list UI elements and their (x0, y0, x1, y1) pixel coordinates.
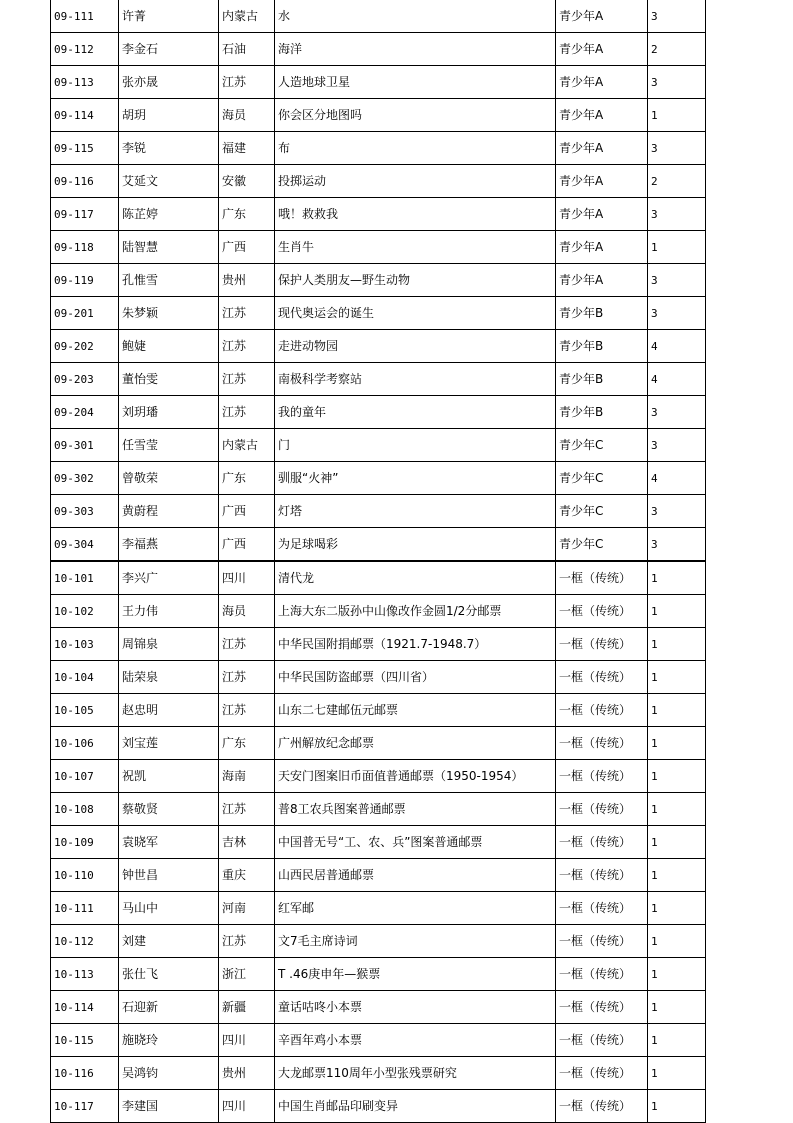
exhibit-title-cell: 普8工农兵图案普通邮票 (275, 793, 556, 826)
exhibit-title-cell: 门 (275, 429, 556, 462)
exhibitor-name-cell: 曾敬荣 (119, 462, 219, 495)
exhibitor-name-cell: 董怡雯 (119, 363, 219, 396)
exhibit-title-cell: 投掷运动 (275, 165, 556, 198)
frame-count-cell: 1 (648, 760, 706, 793)
exhibitor-name-cell: 李建国 (119, 1090, 219, 1123)
exhibit-number-cell: 10-116 (51, 1057, 119, 1090)
region-cell: 江苏 (219, 297, 275, 330)
frame-count-cell: 4 (648, 363, 706, 396)
exhibit-number-cell: 09-114 (51, 99, 119, 132)
exhibitor-name-cell: 吴鸿钧 (119, 1057, 219, 1090)
exhibit-title-cell: 广州解放纪念邮票 (275, 727, 556, 760)
category-cell: 一框（传统） (556, 760, 648, 793)
table-row (51, 165, 706, 198)
exhibitor-name-cell: 李锐 (119, 132, 219, 165)
exhibitor-name-cell: 刘建 (119, 925, 219, 958)
table-row (51, 760, 706, 793)
category-cell: 一框（传统） (556, 628, 648, 661)
category-cell: 青少年A (556, 165, 648, 198)
exhibit-number-cell: 10-106 (51, 727, 119, 760)
frame-count-cell: 1 (648, 991, 706, 1024)
table-row (51, 396, 706, 429)
exhibit-title-cell: 水 (275, 0, 556, 33)
table-row (51, 925, 706, 958)
exhibitor-name-cell: 施晓玲 (119, 1024, 219, 1057)
category-cell: 青少年B (556, 297, 648, 330)
exhibitor-name-cell: 蔡敬贤 (119, 793, 219, 826)
table-row (51, 1057, 706, 1090)
frame-count-cell: 1 (648, 1090, 706, 1123)
frame-count-cell: 1 (648, 958, 706, 991)
exhibitor-name-cell: 袁晓军 (119, 826, 219, 859)
exhibit-title-cell: 南极科学考察站 (275, 363, 556, 396)
exhibitor-name-cell: 刘宝莲 (119, 727, 219, 760)
exhibit-title-cell: 布 (275, 132, 556, 165)
table-row (51, 231, 706, 264)
category-cell: 青少年B (556, 363, 648, 396)
table-row (51, 495, 706, 528)
exhibitor-name-cell: 周锦泉 (119, 628, 219, 661)
region-cell: 江苏 (219, 694, 275, 727)
category-cell: 青少年C (556, 495, 648, 528)
region-cell: 广西 (219, 528, 275, 562)
region-cell: 四川 (219, 1090, 275, 1123)
table-row (51, 132, 706, 165)
exhibit-title-cell: 中华民国附捐邮票（1921.7-1948.7） (275, 628, 556, 661)
table-row (51, 859, 706, 892)
frame-count-cell: 3 (648, 495, 706, 528)
exhibit-number-cell: 10-102 (51, 595, 119, 628)
exhibitor-name-cell: 石迎新 (119, 991, 219, 1024)
table-row (51, 1090, 706, 1123)
exhibit-number-cell: 10-117 (51, 1090, 119, 1123)
frame-count-cell: 1 (648, 826, 706, 859)
category-cell: 一框（传统） (556, 1090, 648, 1123)
frame-count-cell: 1 (648, 628, 706, 661)
exhibit-number-cell: 09-115 (51, 132, 119, 165)
region-cell: 江苏 (219, 628, 275, 661)
frame-count-cell: 1 (648, 99, 706, 132)
region-cell: 广西 (219, 231, 275, 264)
region-cell: 内蒙古 (219, 0, 275, 33)
frame-count-cell: 1 (648, 727, 706, 760)
exhibit-number-cell: 10-109 (51, 826, 119, 859)
region-cell: 海员 (219, 595, 275, 628)
exhibitor-name-cell: 孔惟雪 (119, 264, 219, 297)
exhibitor-name-cell: 朱梦颖 (119, 297, 219, 330)
exhibit-number-cell: 09-303 (51, 495, 119, 528)
region-cell: 广东 (219, 198, 275, 231)
table-row (51, 1024, 706, 1057)
frame-count-cell: 1 (648, 1057, 706, 1090)
exhibit-title-cell: 保护人类朋友—野生动物 (275, 264, 556, 297)
region-cell: 内蒙古 (219, 429, 275, 462)
frame-count-cell: 1 (648, 595, 706, 628)
exhibitor-name-cell: 王力伟 (119, 595, 219, 628)
region-cell: 石油 (219, 33, 275, 66)
exhibitor-name-cell: 陆荣泉 (119, 661, 219, 694)
category-cell: 青少年A (556, 132, 648, 165)
exhibitor-name-cell: 赵忠明 (119, 694, 219, 727)
region-cell: 福建 (219, 132, 275, 165)
frame-count-cell: 3 (648, 528, 706, 562)
exhibit-title-cell: 现代奥运会的诞生 (275, 297, 556, 330)
exhibitor-name-cell: 许菁 (119, 0, 219, 33)
table-row (51, 462, 706, 495)
exhibit-title-cell: 哦！救救我 (275, 198, 556, 231)
table-row (51, 330, 706, 363)
table-row (51, 958, 706, 991)
region-cell: 广西 (219, 495, 275, 528)
exhibitor-name-cell: 李福燕 (119, 528, 219, 562)
exhibit-title-cell: 灯塔 (275, 495, 556, 528)
exhibit-title-cell: 清代龙 (275, 561, 556, 595)
exhibit-number-cell: 09-304 (51, 528, 119, 562)
exhibitor-name-cell: 陈芷婷 (119, 198, 219, 231)
exhibit-title-cell: 我的童年 (275, 396, 556, 429)
category-cell: 一框（传统） (556, 859, 648, 892)
category-cell: 一框（传统） (556, 826, 648, 859)
exhibit-number-cell: 09-113 (51, 66, 119, 99)
exhibitor-name-cell: 张仕飞 (119, 958, 219, 991)
category-cell: 一框（传统） (556, 925, 648, 958)
exhibit-number-cell: 09-119 (51, 264, 119, 297)
exhibitor-name-cell: 艾延文 (119, 165, 219, 198)
frame-count-cell: 3 (648, 264, 706, 297)
frame-count-cell: 1 (648, 231, 706, 264)
frame-count-cell: 3 (648, 66, 706, 99)
exhibitor-name-cell: 李金石 (119, 33, 219, 66)
frame-count-cell: 3 (648, 0, 706, 33)
frame-count-cell: 3 (648, 396, 706, 429)
exhibit-number-cell: 09-302 (51, 462, 119, 495)
exhibitor-name-cell: 陆智慧 (119, 231, 219, 264)
category-cell: 一框（传统） (556, 595, 648, 628)
frame-count-cell: 3 (648, 132, 706, 165)
region-cell: 江苏 (219, 396, 275, 429)
exhibitor-name-cell: 黄蔚程 (119, 495, 219, 528)
category-cell: 一框（传统） (556, 1057, 648, 1090)
category-cell: 一框（传统） (556, 1024, 648, 1057)
region-cell: 河南 (219, 892, 275, 925)
category-cell: 青少年A (556, 0, 648, 33)
category-cell: 青少年A (556, 198, 648, 231)
table-row (51, 826, 706, 859)
exhibit-title-cell: 山西民居普通邮票 (275, 859, 556, 892)
frame-count-cell: 1 (648, 859, 706, 892)
exhibit-title-cell: 为足球喝彩 (275, 528, 556, 562)
region-cell: 四川 (219, 1024, 275, 1057)
table-row (51, 595, 706, 628)
category-cell: 青少年A (556, 33, 648, 66)
exhibit-number-cell: 10-113 (51, 958, 119, 991)
exhibit-title-cell: 辛酉年鸡小本票 (275, 1024, 556, 1057)
exhibit-title-cell: T .46庚申年—猴票 (275, 958, 556, 991)
category-cell: 一框（传统） (556, 991, 648, 1024)
category-cell: 一框（传统） (556, 793, 648, 826)
exhibit-number-cell: 09-111 (51, 0, 119, 33)
table-row (51, 561, 706, 595)
table-row (51, 198, 706, 231)
exhibit-number-cell: 10-111 (51, 892, 119, 925)
region-cell: 浙江 (219, 958, 275, 991)
exhibit-number-cell: 10-108 (51, 793, 119, 826)
exhibit-number-cell: 10-104 (51, 661, 119, 694)
category-cell: 青少年C (556, 462, 648, 495)
category-cell: 青少年A (556, 99, 648, 132)
category-cell: 青少年A (556, 231, 648, 264)
region-cell: 江苏 (219, 363, 275, 396)
region-cell: 吉林 (219, 826, 275, 859)
region-cell: 海南 (219, 760, 275, 793)
table-row (51, 793, 706, 826)
exhibit-title-cell: 童话咕咚小本票 (275, 991, 556, 1024)
region-cell: 广东 (219, 462, 275, 495)
exhibit-number-cell: 09-202 (51, 330, 119, 363)
frame-count-cell: 1 (648, 892, 706, 925)
table-row (51, 0, 706, 33)
exhibit-number-cell: 10-103 (51, 628, 119, 661)
frame-count-cell: 1 (648, 694, 706, 727)
category-cell: 青少年A (556, 66, 648, 99)
region-cell: 江苏 (219, 925, 275, 958)
region-cell: 安徽 (219, 165, 275, 198)
category-cell: 青少年B (556, 396, 648, 429)
table-row (51, 628, 706, 661)
exhibitor-name-cell: 胡玥 (119, 99, 219, 132)
exhibit-title-cell: 中国普无号“工、农、兵”图案普通邮票 (275, 826, 556, 859)
exhibit-title-cell: 上海大东二版孙中山像改作金圆1/2分邮票 (275, 595, 556, 628)
exhibit-table (50, 0, 706, 1123)
exhibit-number-cell: 10-105 (51, 694, 119, 727)
category-cell: 青少年B (556, 330, 648, 363)
exhibit-title-cell: 中国生肖邮品印刷变异 (275, 1090, 556, 1123)
table-row (51, 528, 706, 562)
frame-count-cell: 1 (648, 925, 706, 958)
region-cell: 江苏 (219, 661, 275, 694)
exhibit-number-cell: 10-101 (51, 561, 119, 595)
frame-count-cell: 2 (648, 33, 706, 66)
frame-count-cell: 3 (648, 297, 706, 330)
exhibit-number-cell: 10-107 (51, 760, 119, 793)
exhibitor-name-cell: 张亦晟 (119, 66, 219, 99)
region-cell: 贵州 (219, 264, 275, 297)
exhibit-number-cell: 09-204 (51, 396, 119, 429)
frame-count-cell: 4 (648, 330, 706, 363)
exhibit-number-cell: 10-115 (51, 1024, 119, 1057)
region-cell: 海员 (219, 99, 275, 132)
exhibit-title-cell: 红军邮 (275, 892, 556, 925)
exhibitor-name-cell: 鲍婕 (119, 330, 219, 363)
category-cell: 一框（传统） (556, 958, 648, 991)
exhibit-number-cell: 10-114 (51, 991, 119, 1024)
frame-count-cell: 1 (648, 561, 706, 595)
region-cell: 江苏 (219, 330, 275, 363)
frame-count-cell: 1 (648, 661, 706, 694)
region-cell: 广东 (219, 727, 275, 760)
exhibit-number-cell: 09-117 (51, 198, 119, 231)
table-body (51, 0, 706, 1123)
category-cell: 青少年A (556, 264, 648, 297)
frame-count-cell: 1 (648, 1024, 706, 1057)
exhibit-number-cell: 10-112 (51, 925, 119, 958)
exhibit-number-cell: 09-301 (51, 429, 119, 462)
exhibit-title-cell: 中华民国防盗邮票（四川省） (275, 661, 556, 694)
table-row (51, 694, 706, 727)
exhibit-title-cell: 生肖牛 (275, 231, 556, 264)
frame-count-cell: 2 (648, 165, 706, 198)
table-row (51, 66, 706, 99)
region-cell: 新疆 (219, 991, 275, 1024)
category-cell: 一框（传统） (556, 694, 648, 727)
table-row (51, 297, 706, 330)
region-cell: 贵州 (219, 1057, 275, 1090)
table-row (51, 991, 706, 1024)
exhibit-table-page (50, 0, 705, 1123)
exhibitor-name-cell: 任雪莹 (119, 429, 219, 462)
category-cell: 一框（传统） (556, 892, 648, 925)
exhibit-title-cell: 海洋 (275, 33, 556, 66)
category-cell: 青少年C (556, 429, 648, 462)
exhibit-number-cell: 09-116 (51, 165, 119, 198)
table-row (51, 99, 706, 132)
exhibitor-name-cell: 马山中 (119, 892, 219, 925)
exhibit-number-cell: 09-112 (51, 33, 119, 66)
region-cell: 重庆 (219, 859, 275, 892)
table-row (51, 363, 706, 396)
category-cell: 一框（传统） (556, 561, 648, 595)
frame-count-cell: 3 (648, 429, 706, 462)
table-row (51, 429, 706, 462)
table-row (51, 661, 706, 694)
exhibit-title-cell: 驯服“火神” (275, 462, 556, 495)
category-cell: 一框（传统） (556, 727, 648, 760)
exhibitor-name-cell: 李兴广 (119, 561, 219, 595)
exhibit-number-cell: 09-118 (51, 231, 119, 264)
table-row (51, 892, 706, 925)
exhibit-title-cell: 大龙邮票110周年小型张残票研究 (275, 1057, 556, 1090)
exhibit-title-cell: 山东二七建邮伍元邮票 (275, 694, 556, 727)
region-cell: 四川 (219, 561, 275, 595)
exhibit-title-cell: 文7毛主席诗词 (275, 925, 556, 958)
table-row (51, 264, 706, 297)
exhibit-title-cell: 你会区分地图吗 (275, 99, 556, 132)
category-cell: 一框（传统） (556, 661, 648, 694)
exhibit-title-cell: 人造地球卫星 (275, 66, 556, 99)
table-row (51, 33, 706, 66)
category-cell: 青少年C (556, 528, 648, 562)
exhibit-number-cell: 10-110 (51, 859, 119, 892)
exhibit-number-cell: 09-203 (51, 363, 119, 396)
exhibitor-name-cell: 刘玥璠 (119, 396, 219, 429)
frame-count-cell: 4 (648, 462, 706, 495)
exhibitor-name-cell: 钟世昌 (119, 859, 219, 892)
frame-count-cell: 1 (648, 793, 706, 826)
region-cell: 江苏 (219, 793, 275, 826)
exhibitor-name-cell: 祝凯 (119, 760, 219, 793)
region-cell: 江苏 (219, 66, 275, 99)
table-row (51, 727, 706, 760)
exhibit-title-cell: 走进动物园 (275, 330, 556, 363)
frame-count-cell: 3 (648, 198, 706, 231)
exhibit-title-cell: 天安门图案旧币面值普通邮票（1950-1954） (275, 760, 556, 793)
exhibit-number-cell: 09-201 (51, 297, 119, 330)
